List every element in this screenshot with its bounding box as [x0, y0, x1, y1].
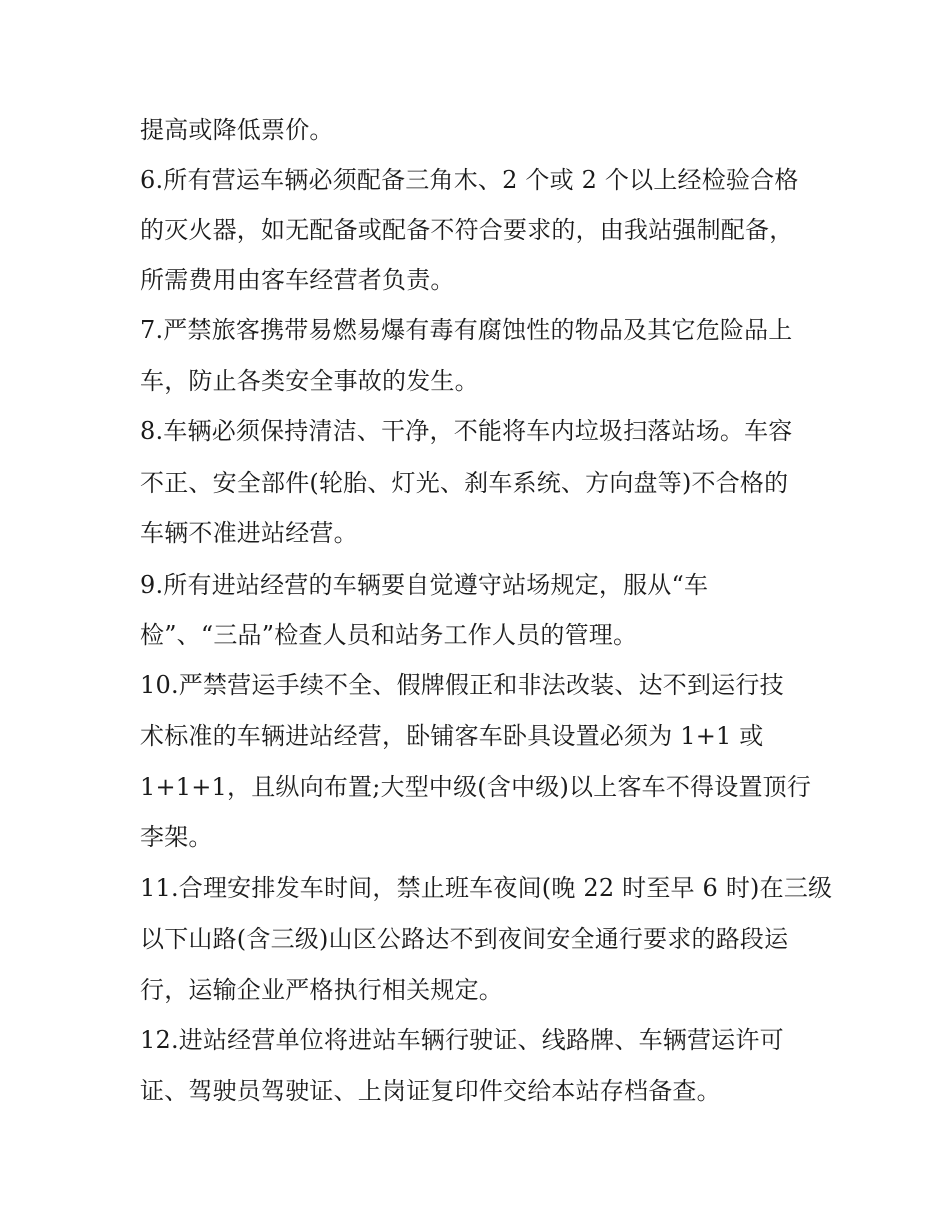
text-line-4: 所需费用由客车经营者负责。 — [140, 266, 455, 294]
text-line-8: 不正、安全部件(轮胎、灯光、刹车系统、方向盘等)不合格的 — [140, 469, 789, 497]
text-line-13: 术标准的车辆进站经营，卧铺客车卧具设置必须为 1+1 或 — [140, 722, 764, 750]
text-line-14: 1+1+1，且纵向布置;大型中级(含中级)以上客车不得设置顶行 — [140, 773, 812, 801]
text-line-1: 提高或降低票价。 — [140, 116, 334, 144]
text-line-18: 行，运输企业严格执行相关规定。 — [140, 976, 503, 1004]
text-line-19: 12.进站经营单位将进站车辆行驶证、线路牌、车辆营运许可 — [140, 1026, 784, 1054]
text-line-3: 的灭火器，如无配备或配备不符合要求的，由我站强制配备， — [140, 216, 794, 244]
text-line-5: 7.严禁旅客携带易燃易爆有毒有腐蚀性的物品及其它危险品上 — [140, 316, 793, 344]
text-line-12: 10.严禁营运手续不全、假牌假正和非法改装、达不到运行技 — [140, 671, 784, 699]
text-line-15: 李架。 — [140, 823, 213, 851]
text-line-7: 8.车辆必须保持清洁、干净，不能将车内垃圾扫落站场。车容 — [140, 417, 793, 445]
text-line-20: 证、驾驶员驾驶证、上岗证复印件交给本站存档备查。 — [140, 1077, 721, 1105]
text-line-11: 检”、“三品”检查人员和站务工作人员的管理。 — [140, 621, 638, 649]
text-line-9: 车辆不准进站经营。 — [140, 519, 358, 547]
text-line-6: 车，防止各类安全事故的发生。 — [140, 367, 479, 395]
text-line-16: 11.合理安排发车时间，禁止班车夜间(晚 22 时至早 6 时)在三级 — [140, 874, 833, 902]
text-line-10: 9.所有进站经营的车辆要自觉遵守站场规定，服从“车 — [140, 571, 709, 599]
text-line-17: 以下山路(含三级)山区公路达不到夜间安全通行要求的路段运 — [140, 925, 789, 953]
text-line-2: 6.所有营运车辆必须配备三角木、2 个或 2 个以上经检验合格 — [140, 166, 799, 194]
